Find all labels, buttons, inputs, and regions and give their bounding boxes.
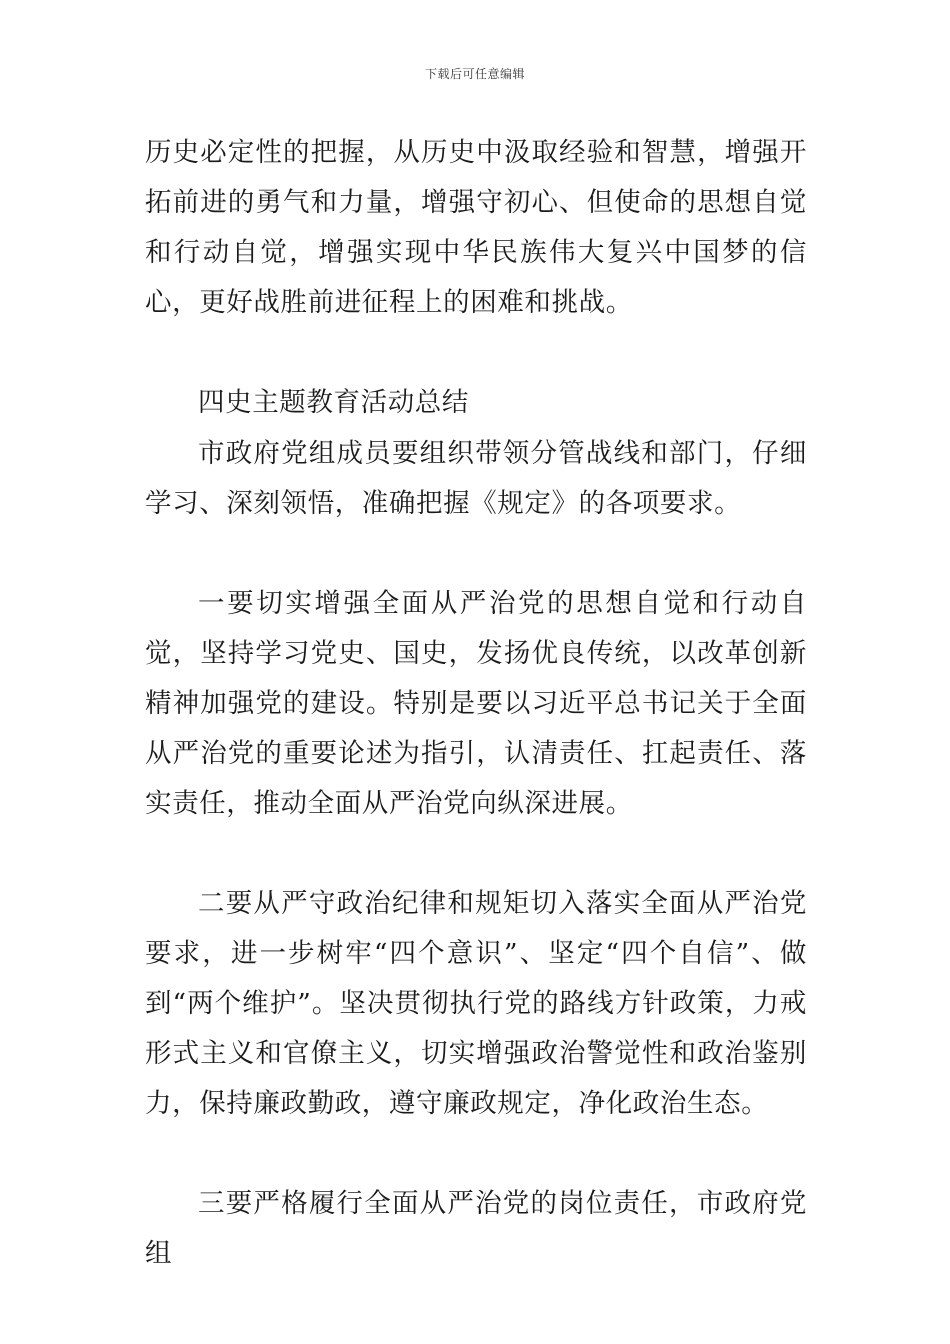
section-title: 四史主题教育活动总结: [198, 387, 469, 418]
paragraph-point-one: 一要切实增强全面从严治党的思想自觉和行动自觉，坚持学习党史、国史，发扬优良传统，以改革创新精神加强党的建设。特别是要以习近平总书记关于全面从严治党的重要论述为指引，认清责任、扛起责任、落实责任，推动全面从严治党向纵深进展。: [145, 588, 807, 819]
document-body: [145, 128, 807, 1279]
paragraph-continuation: 历史必定性的把握，从历史中汲取经验和智慧，增强开拓前进的勇气和力量，增强守初心、但使命的思想自觉和行动自觉，增强实现中华民族伟大复兴中国梦的信心，更好战胜前进征程上的困难和挑战。: [145, 137, 807, 318]
paragraph-point-three: 三要严格履行全面从严治党的岗位责任，市政府党组: [145, 1188, 807, 1269]
page-header-note: 下载后可任意编辑: [424, 67, 525, 81]
paragraph-intro: 市政府党组成员要组织带领分管战线和部门，仔细学习、深刻领悟，准确把握《规定》的各项要求。: [145, 438, 807, 519]
paragraph-point-two: 二要从严守政治纪律和规矩切入落实全面从严治党要求，进一步树牢“四个意识”、坚定“四个自信”、做到“两个维护”。坚决贯彻执行党的路线方针政策，力戒形式主义和官僚主义，切实增强政治警觉性和政治鉴别力，保持廉政勤政，遵守廉政规定，净化政治生态。: [145, 888, 807, 1119]
